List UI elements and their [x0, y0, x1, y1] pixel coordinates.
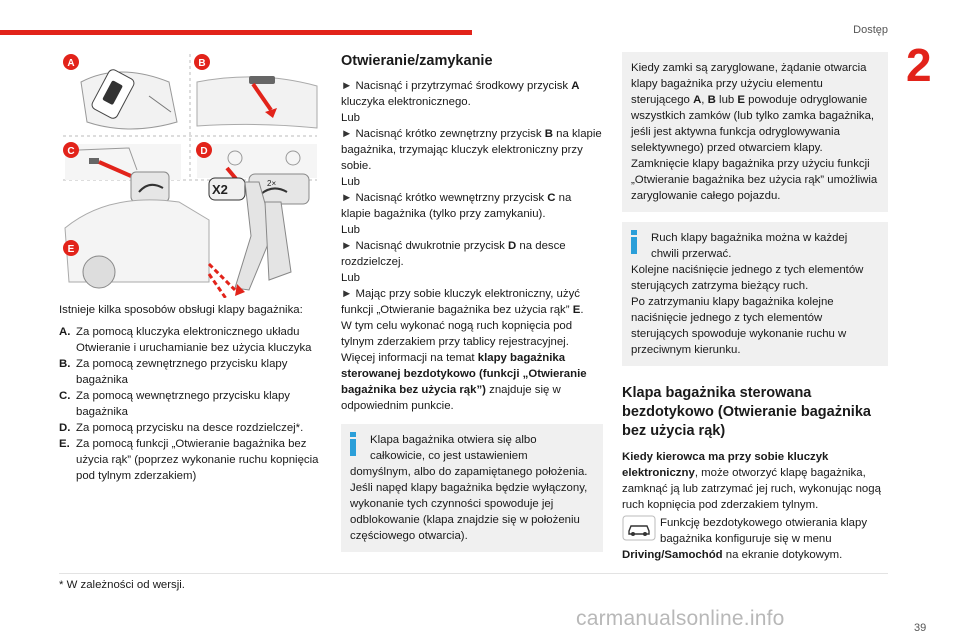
marker-a [63, 54, 79, 70]
handsfree-p2: Funkcję bezdotykowego otwierania klapy bagażnika konfiguruje się w menu Driving/Samochód na ekranie dotykowym. [622, 517, 868, 561]
exterior-tailgate-button-icon [197, 76, 317, 128]
or-label: Lub [341, 224, 361, 236]
marker-b [194, 54, 210, 70]
or-label: Lub [341, 112, 361, 124]
step-1: ► Nacisnąć i przytrzymać środkowy przycisk A kluczyka elektronicznego. [341, 80, 580, 108]
interior-tailgate-button-icon [65, 144, 181, 202]
or-label: Lub [341, 272, 361, 284]
svg-text:C: C [67, 146, 75, 157]
more-info: W tym celu wykonać nogą ruch kopnięcia pod tylnym zderzakiem przy tablicy rejestracyjnej. Więcej informacji na temat klapy bagażnika sterowanej bezdotykowo (funkcji „Otwieranie bagażnika bez użycia rąk”) znajduje się w odpowiednim punkcie. [341, 320, 587, 412]
handsfree-p1: Kiedy kierowca ma przy sobie kluczyk elektroniczny, może otworzyć klapę bagażnika, zamknąć ją lub zatrzymać jej ruch, wykonując nogą ruch kopnięcia pod zderzakiem tylnym. [622, 451, 881, 511]
svg-text:B: B [198, 58, 206, 69]
2x-label: 2× [267, 179, 277, 188]
marker-d [196, 142, 212, 158]
info-icon [630, 230, 638, 254]
step-4: ► Nacisnąć dwukrotnie przycisk D na desce rozdzielczej. [341, 240, 566, 268]
step-3: ► Nacisnąć krótko wewnętrzny przycisk C na klapie bagażnika (tylko przy zamykaniu). [341, 192, 572, 220]
info-icon [349, 432, 357, 456]
list-item: B. Za pomocą zewnętrznego przycisku klapy bagażnika [59, 358, 288, 386]
control-list [59, 324, 321, 484]
interrupt-note: Ruch klapy bagażnika można w każdej chwili przerwać. Kolejne naciśnięcie jednego z tych elementów sterujących zatrzyma bieżący ruch. Po zatrzymaniu klapy bagażnika kolejne naciśnięcie jednego z tych elementów sterujących spowoduje wykonanie ruchu w przeciwnym kierunku. [622, 222, 888, 366]
opening-section [341, 52, 603, 552]
list-item: A. Za pomocą kluczyka elektronicznego układu Otwieranie i uruchamianie bez użycia kluczyka [59, 326, 312, 354]
intro-section [59, 302, 321, 484]
running-title: Dostęp [853, 24, 888, 36]
note-box: Klapa bagażnika otwiera się albo całkowicie, co jest ustawieniem domyślnym, albo do zapamiętanego położenia. Jeśli napęd klapy bagażnika będzie wyłączony, wykonanie tych czynności spowoduje jej odblokowanie (klapa znajdzie się w położeniu częściowego otwarcia). [341, 424, 603, 552]
marker-c [63, 142, 79, 158]
x2-label: X2 [212, 182, 228, 197]
intro-lead: Istnieje kilka sposobów obsługi klapy bagażnika: [59, 304, 303, 316]
footnote: * W zależności od wersji. [59, 579, 185, 591]
or-label: Lub [341, 176, 361, 188]
header-accent-bar [0, 30, 472, 35]
svg-text:A: A [67, 58, 75, 69]
svg-text:E: E [67, 244, 75, 255]
list-item: E. Za pomocą funkcji „Otwieranie bagażnika bez użycia rąk” (poprzez wykonanie ruchu kopnięcia pod tylnym zderzakiem) [59, 438, 319, 482]
list-item: C. Za pomocą wewnętrznego przycisku klapy bagażnika [59, 390, 290, 418]
watermark: carmanualsonline.info [576, 607, 785, 630]
section-title: Otwieranie/zamykanie [341, 53, 493, 69]
step-5: ► Mając przy sobie kluczyk elektroniczny, użyć funkcji „Otwieranie bagażnika bez użycia rąk” E. [341, 288, 584, 316]
list-item: D. Za pomocą przycisku na desce rozdzielczej*. [59, 422, 304, 434]
hands-free-kick-icon [65, 182, 291, 298]
marker-e [63, 240, 79, 256]
handsfree-title: Klapa bagażnika sterowana bezdotykowo (Otwieranie bagażnika bez użycia rąk) [622, 385, 871, 439]
locks-note: Kiedy zamki są zaryglowane, żądanie otwarcia klapy bagażnika przy użyciu elementu sterującego A, B lub E powoduje odryglowanie wszystkich zamków (lub tylko zamka bagażnika, jeśli jest aktywna funkcja odryglowywania selektywnego) przed otwarciem klapy. Zamknięcie klapy bagażnika przy użyciu funkcji „Otwieranie bagażnika bez użycia rąk” umożliwia zaryglowanie całego pojazdu. [622, 52, 888, 212]
page-number: 39 [914, 622, 927, 634]
right-section [622, 52, 888, 563]
chapter-number: 2 [906, 39, 932, 91]
tailgate-controls-illustration [59, 52, 321, 298]
key-fob-icon [81, 68, 177, 129]
car-settings-icon [622, 515, 656, 541]
footnote-divider [59, 573, 888, 574]
step-2: ► Nacisnąć krótko zewnętrzny przycisk B na klapie bagażnika, trzymając kluczyk elektroniczny przy sobie. [341, 128, 602, 172]
svg-text:D: D [200, 146, 208, 157]
